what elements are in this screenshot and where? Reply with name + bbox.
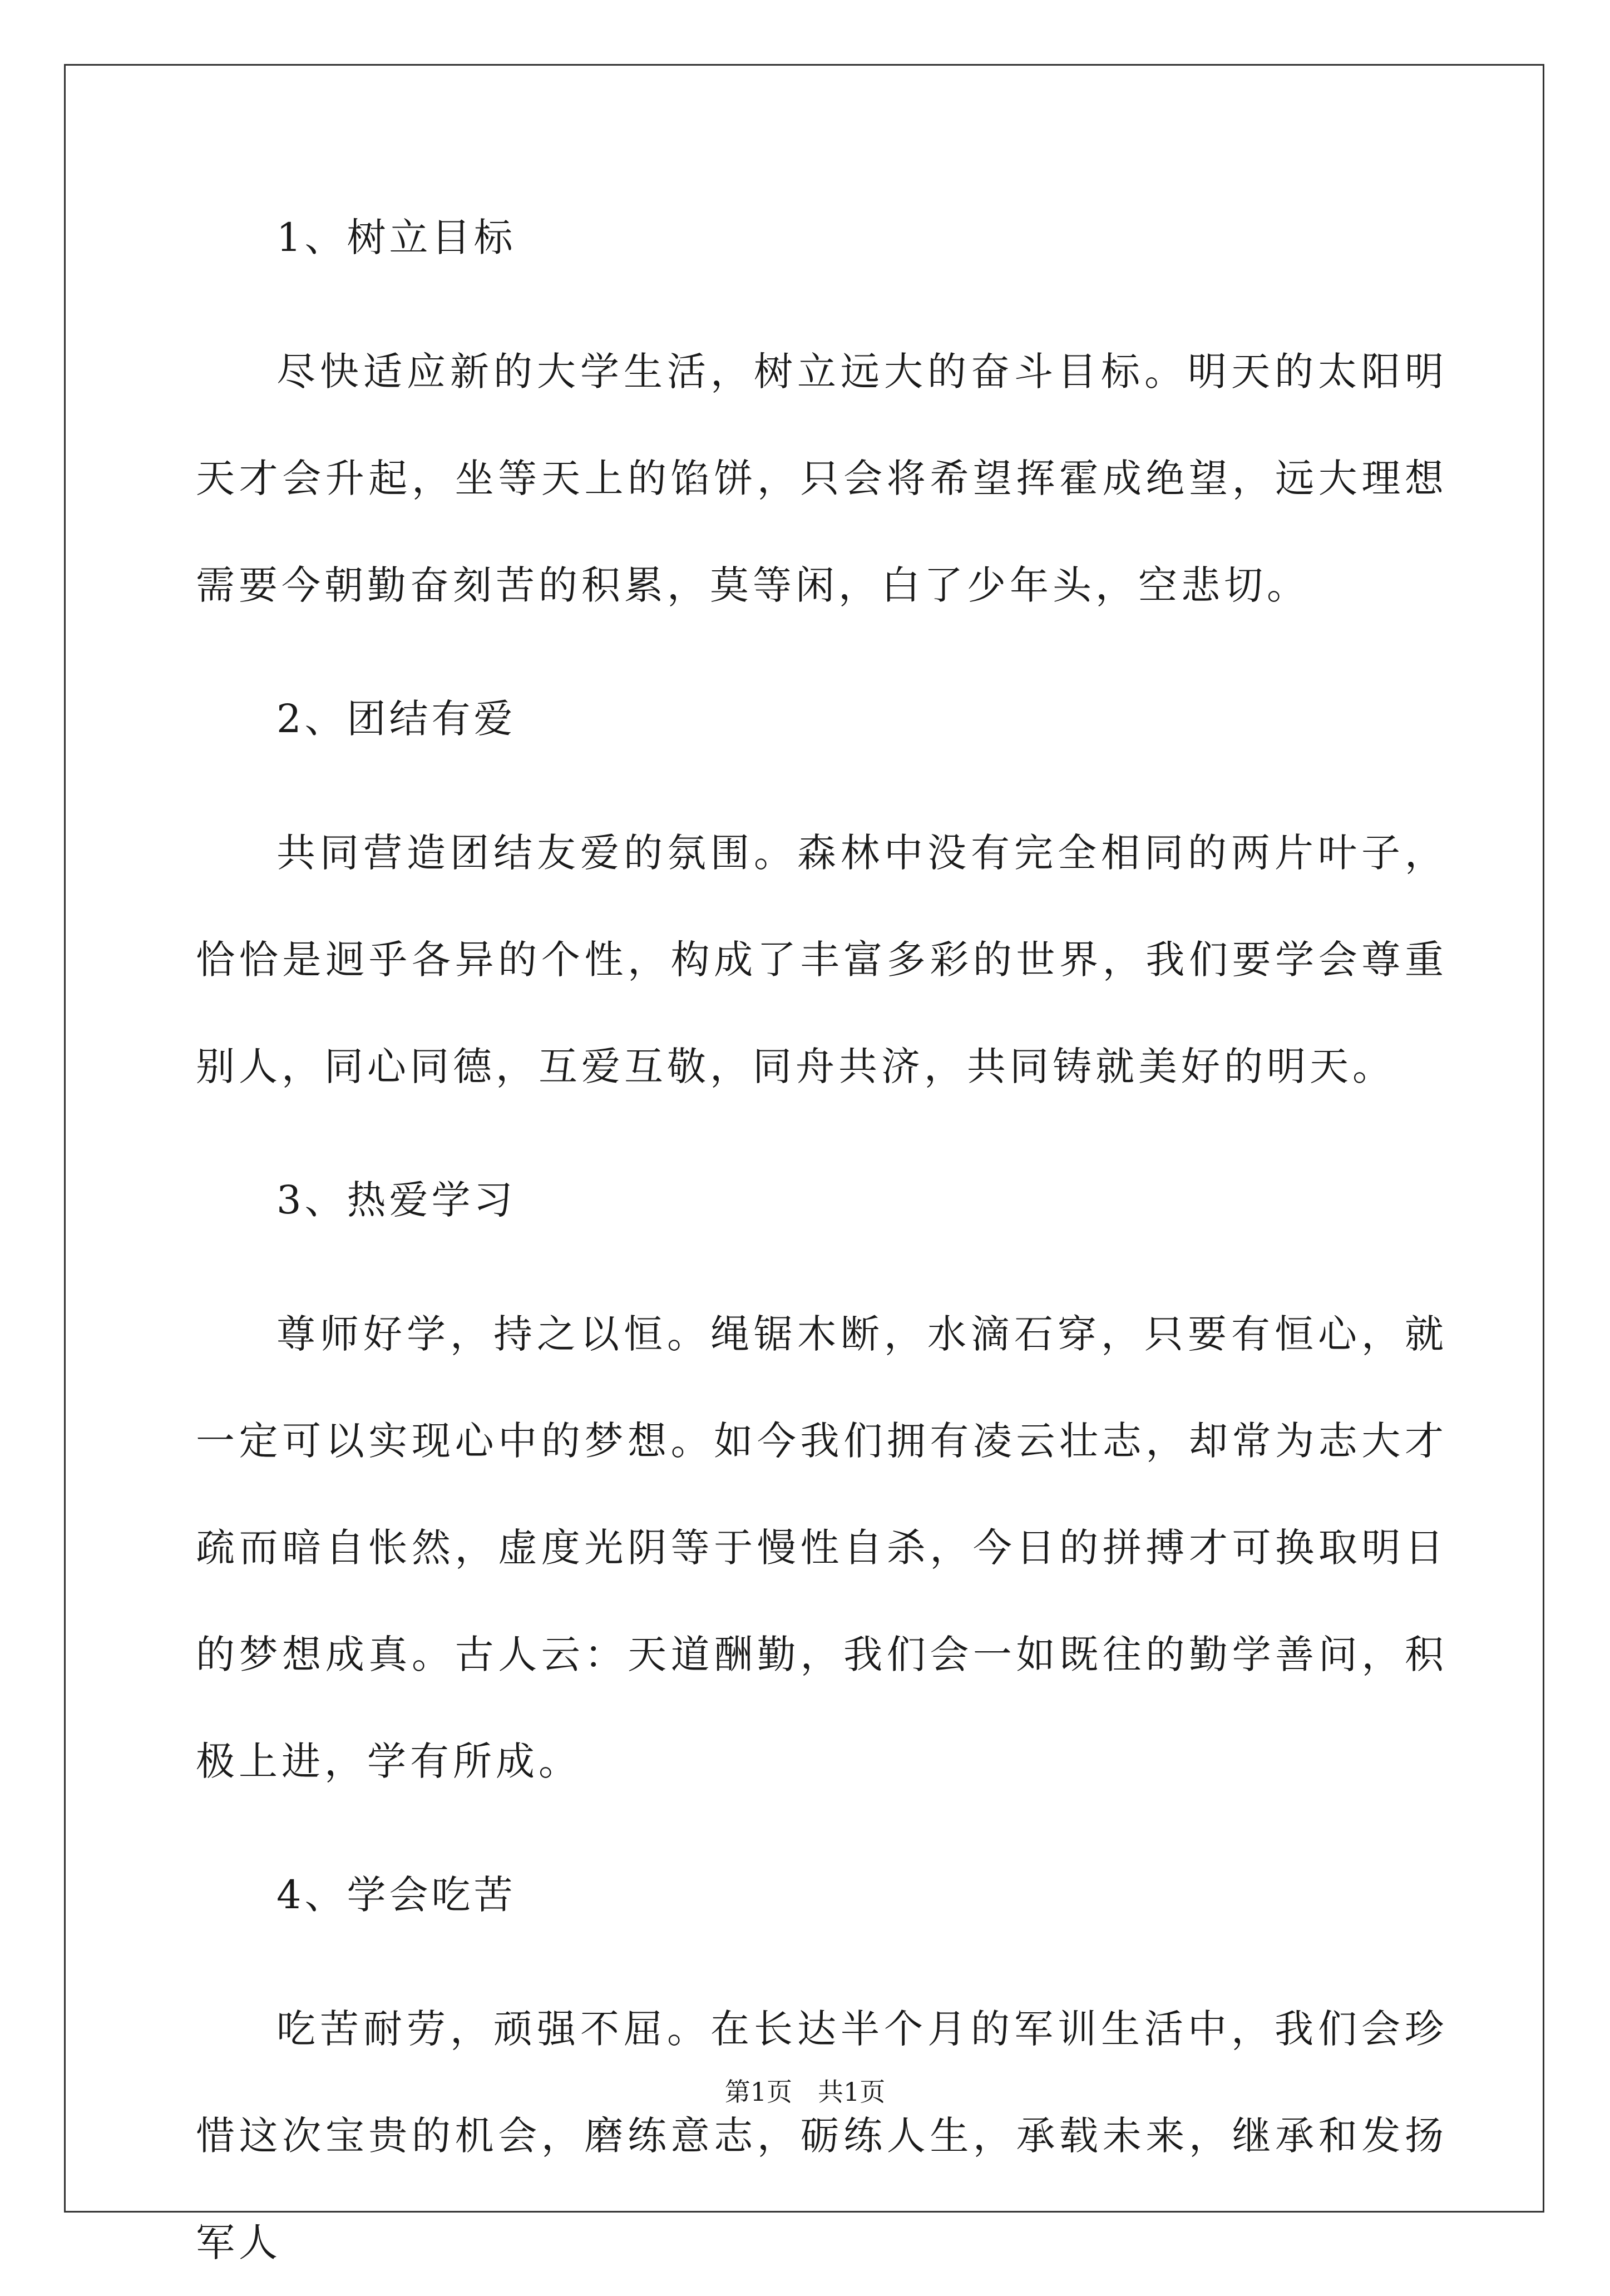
section-heading: 3、热爱学习	[276, 1177, 516, 1223]
section-2	[196, 693, 1448, 1174]
section-paragraph: 尊师好学，持之以恒。绳锯木断，水滴石穿，只要有恒心，就一定可以实现心中的梦想。如今我们拥有凌云壮志，却常为志大才疏而暗自怅然，虚度光阴等于慢性自杀，今日的拼搏才可换取明日的梦想成真。古人云：天道酬勤，我们会一如既往的勤学善问，积极上进，学有所成。	[196, 1311, 1448, 1784]
section-paragraph: 共同营造团结友爱的氛围。森林中没有完全相同的两片叶子，恰恰是迥乎各异的个性，构成了丰富多彩的世界，我们要学会尊重别人，同心同德，互爱互敬，同舟共济，共同铸就美好的明天。	[196, 830, 1448, 1089]
section-paragraph: 吃苦耐劳，顽强不屈。在长达半个月的军训生活中，我们会珍惜这次宝贵的机会，磨练意志，砺练人生，承载未来，继承和发扬军人	[196, 2006, 1448, 2265]
section-1	[196, 211, 1448, 693]
section-heading: 2、团结有爱	[276, 696, 516, 742]
section-paragraph: 尽快适应新的大学生活，树立远大的奋斗目标。明天的太阳明天才会升起，坐等天上的馅饼，只会将希望挥霍成绝望，远大理想需要今朝勤奋刻苦的积累，莫等闲，白了少年头，空悲切。	[196, 349, 1448, 608]
section-3	[196, 1174, 1448, 1869]
section-heading: 4、学会吃苦	[276, 1872, 516, 1918]
section-heading: 1、树立目标	[276, 215, 516, 260]
document-body	[196, 211, 1448, 2296]
page-number-footer: 第1页 共1页	[724, 2077, 886, 2107]
